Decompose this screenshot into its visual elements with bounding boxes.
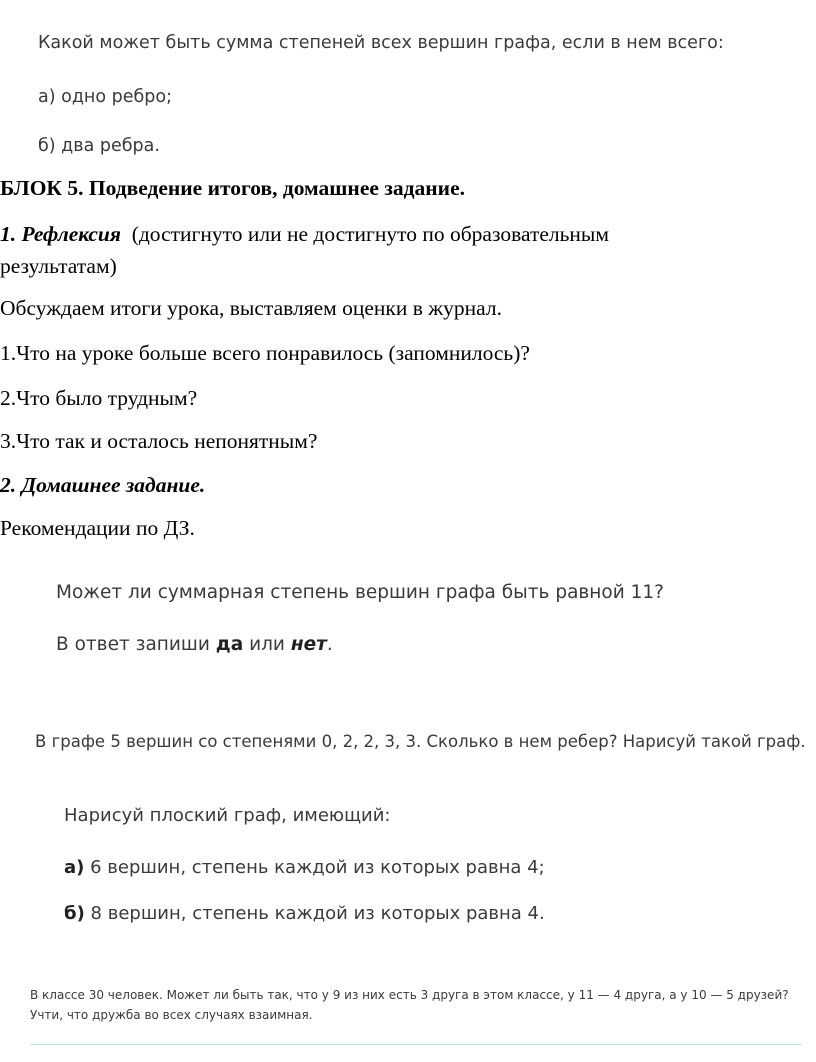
task3-intro: Нарисуй плоский граф, имеющий: <box>64 805 391 826</box>
question-2: 2.Что было трудным? <box>0 386 198 410</box>
task1-or: или <box>249 634 285 655</box>
task1-no: нет <box>290 634 327 655</box>
task3-a-label: а) <box>64 857 85 878</box>
task1-question: Может ли суммарная степень вершин графа быть равной 11? <box>56 582 664 603</box>
task4-line-1: В классе 30 человек. Может ли быть так, что у 9 из них есть 3 друга в этом классе, у 11 — 4 друга, а у 10 — 5 друзей? <box>30 988 789 1002</box>
reflection-line <box>0 222 609 247</box>
reflection-label: 1. Рефлексия <box>0 222 121 246</box>
question-1: 1.Что на уроке больше всего понравилось (запомнилось)? <box>0 341 530 365</box>
task1-period: . <box>326 634 333 655</box>
graph-degree-question: Какой может быть сумма степеней всех вершин графа, если в нем всего: <box>38 33 724 53</box>
task1-answer-prefix: В ответ запиши <box>56 634 210 655</box>
block-title: БЛОК 5. Подведение итогов, домашнее задание. <box>0 176 465 200</box>
task3-b-label: б) <box>64 903 85 924</box>
question-3: 3.Что так и осталось непонятным? <box>0 429 318 453</box>
task3-option-a <box>64 857 545 878</box>
task1-answer-instruction <box>56 634 333 655</box>
task3-b-text: 8 вершин, степень каждой из которых равна 4. <box>90 903 545 924</box>
option-a: а) одно ребро; <box>38 87 173 107</box>
homework-title: 2. Домашнее задание. <box>0 473 206 497</box>
task3-option-b <box>64 903 545 924</box>
task2-text: В графе 5 вершин со степенями 0, 2, 2, 3, 3. Сколько в нем ребер? Нарисуй такой граф. <box>35 732 806 751</box>
task4-line-2: Учти, что дружба во всех случаях взаимная. <box>30 1008 313 1022</box>
bottom-divider <box>30 1044 802 1045</box>
reflection-text-continued: результатам) <box>0 254 117 278</box>
reflection-text: (достигнуто или не достигнуто по образовательным <box>131 222 609 246</box>
recommendations-text: Рекомендации по ДЗ. <box>0 516 195 540</box>
task3-a-text: 6 вершин, степень каждой из которых равна 4; <box>90 857 545 878</box>
discussion-text: Обсуждаем итоги урока, выставляем оценки в журнал. <box>0 296 502 320</box>
option-b: б) два ребра. <box>38 136 160 156</box>
task1-yes: да <box>215 634 244 655</box>
